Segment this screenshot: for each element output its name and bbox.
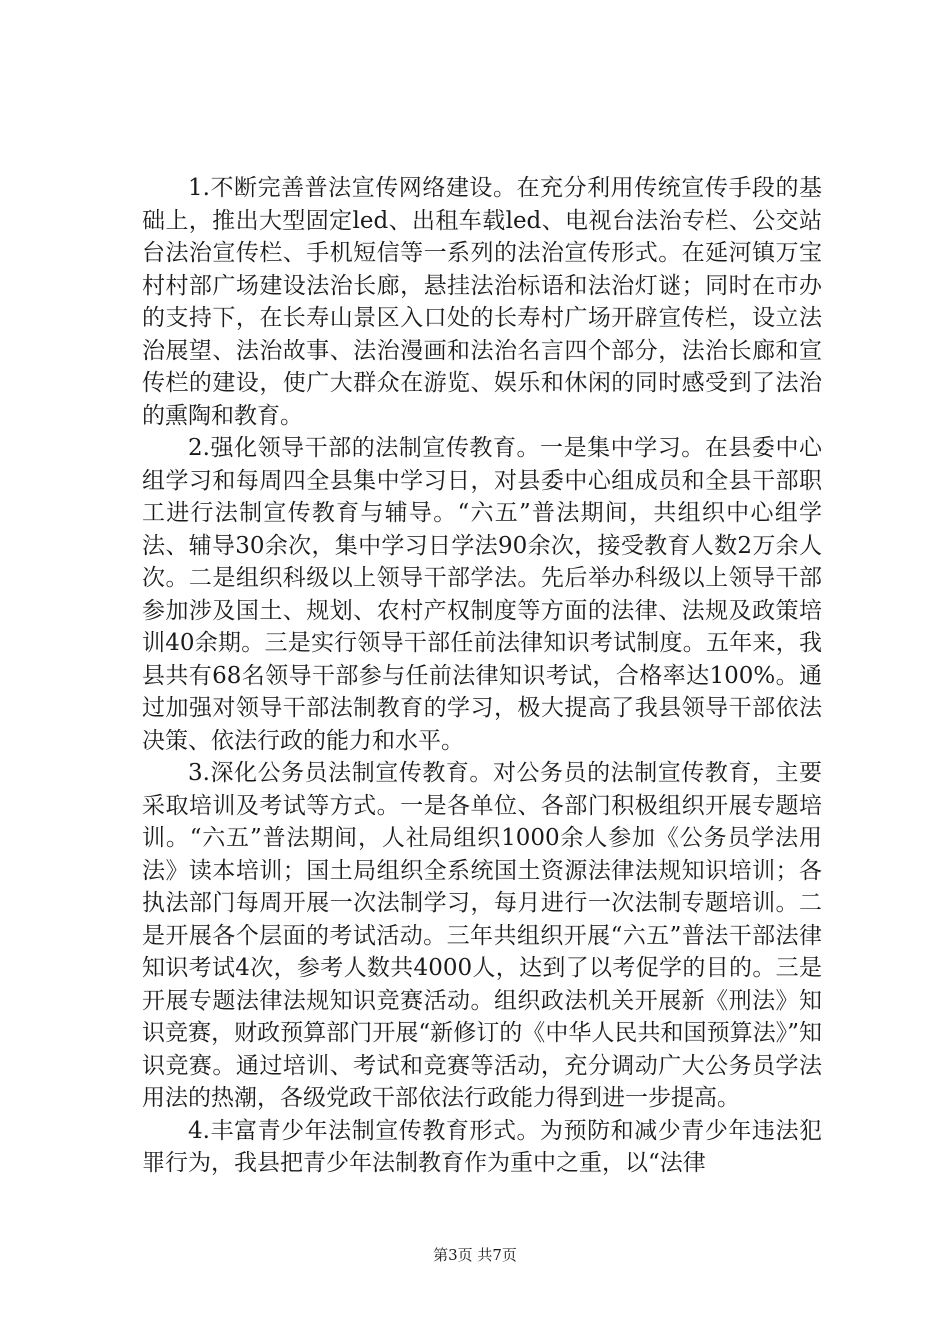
paragraph-2: 2.强化领导干部的法制宣传教育。一是集中学习。在县委中心组学习和每周四全县集中学习日，对县委中心组成员和全县干部职工进行法制宣传教育与辅导。“六五”普法期间，共组织中心组学法、辅导30余次，集中学习日学法90余次，接受教育人数2万余人次。二是组织科级以上领导干部学法。先后举办科级以上领导干部参加涉及国土、规划、农村产权制度等方面的法律、法规及政策培训40余期。三是实行领导干部任前法律知识考试制度。五年来，我县共有68名领导干部参与任前法律知识考试，合格率达100%。通过加强对领导干部法制教育的学习，极大提高了我县领导干部依法决策、依法行政的能力和水平。 xyxy=(142,435,822,754)
document-body xyxy=(142,172,822,1180)
paragraph-3: 3.深化公务员法制宣传教育。对公务员的法制宣传教育，主要采取培训及考试等方式。一是各单位、各部门积极组织开展专题培训。“六五”普法期间，人社局组织1000余人参加《公务员学法用法》读本培训；国土局组织全系统国土资源法律法规知识培训；各执法部门每周开展一次法制学习，每月进行一次法制专题培训。二是开展各个层面的考试活动。三年共组织开展“六五”普法干部法律知识考试4次，参考人数共4000人，达到了以考促学的目的。三是开展专题法律法规知识竞赛活动。组织政法机关开展新《刑法》知识竞赛，财政预算部门开展“新修订的《中华人民共和国预算法》”知识竞赛。通过培训、考试和竞赛等活动，充分调动广大公务员学法用法的热潮，各级党政干部依法行政能力得到进一步提高。 xyxy=(142,760,822,1111)
paragraph-4: 4.丰富青少年法制宣传教育形式。为预防和减少青少年违法犯罪行为，我县把青少年法制教育作为重中之重，以“法律 xyxy=(142,1117,822,1176)
paragraph-1: 1.不断完善普法宣传网络建设。在充分利用传统宣传手段的基础上，推出大型固定led、出租车载led、电视台法治专栏、公交站台法治宣传栏、手机短信等一系列的法治宣传形式。在延河镇万宝村村部广场建设法治长廊，悬挂法治标语和法治灯谜；同时在市办的支持下，在长寿山景区入口处的长寿村广场开辟宣传栏，设立法治展望、法治故事、法治漫画和法治名言四个部分，法治长廊和宣传栏的建设，使广大群众在游览、娱乐和休闲的同时感受到了法治的熏陶和教育。 xyxy=(142,175,822,429)
page-footer: 第3页 共7页 xyxy=(433,1246,517,1264)
